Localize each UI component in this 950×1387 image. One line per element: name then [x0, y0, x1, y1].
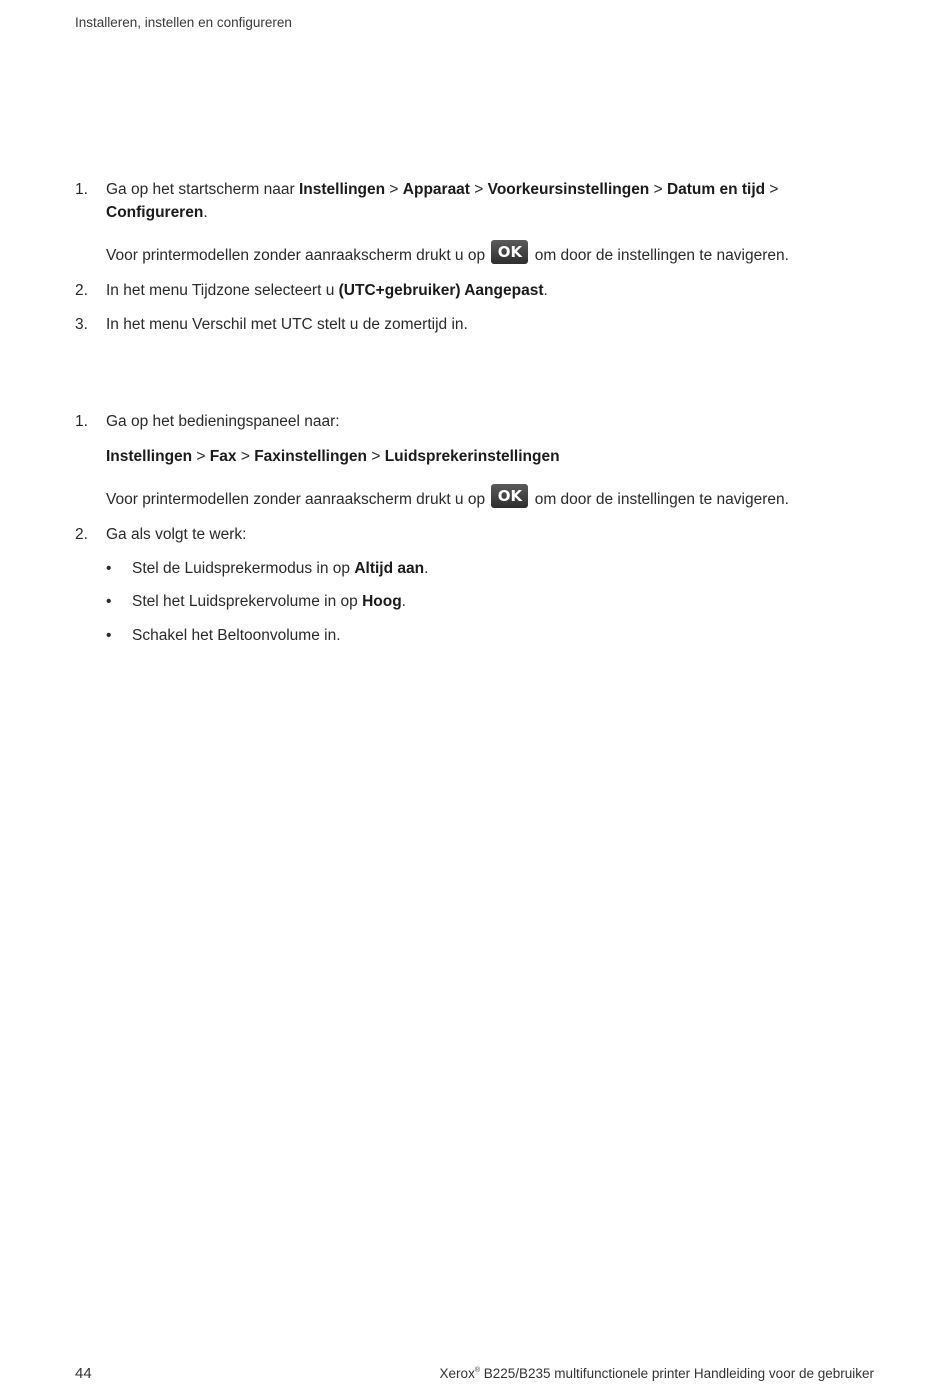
path-separator: > [765, 181, 779, 198]
path-item-faxinstellingen: Faxinstellingen [254, 448, 368, 465]
footer-title-rest: B225/B235 multifunctionele printer Handleiding voor de gebruiker [480, 1366, 874, 1381]
ok-key-icon: OK [491, 484, 528, 508]
step-number: 1. [75, 181, 88, 198]
step-number: 1. [75, 413, 88, 430]
bullet-dot: • [106, 593, 112, 610]
step-lead-text: In het menu Tijdzone selecteert u [106, 282, 339, 299]
path-item-apparaat: Apparaat [402, 181, 470, 198]
bullet-after: . [401, 593, 406, 610]
section2-menu-path [106, 445, 886, 468]
bullet-dot: • [106, 560, 112, 577]
bullet-before: Stel de Luidsprekermodus in op [132, 560, 355, 577]
step-number: 2. [75, 526, 88, 543]
section1-note [106, 244, 886, 270]
step-lead-text: Ga op het startscherm naar [106, 181, 299, 198]
note-after: om door de instellingen te navigeren. [530, 491, 789, 508]
path-item-datum-en-tijd: Datum en tijd [666, 181, 766, 198]
running-header: Installeren, instellen en configureren [75, 15, 292, 30]
path-separator: > [236, 448, 255, 465]
step-end: . [543, 282, 548, 299]
path-separator: > [649, 181, 667, 198]
step-text: Ga als volgt te werk: [106, 526, 247, 543]
bullet-text [132, 590, 406, 613]
path-separator: > [385, 181, 403, 198]
path-item-fax: Fax [209, 448, 237, 465]
path-item-configureren: Configureren [106, 204, 204, 221]
note-before: Voor printermodellen zonder aanraakscherm drukt u op [106, 247, 490, 264]
step-number: 3. [75, 316, 88, 333]
path-separator: > [192, 448, 210, 465]
path-item-luidsprekerinstellingen: Luidsprekerinstellingen [384, 448, 560, 465]
bullet-before: Schakel het Beltoonvolume in. [132, 627, 341, 644]
bullet-dot: • [106, 627, 112, 644]
timezone-value: (UTC+gebruiker) Aangepast [338, 282, 544, 299]
bullet-text [132, 557, 428, 580]
ok-key-icon: OK [491, 240, 528, 264]
path-item-voorkeursinstellingen: Voorkeursinstellingen [487, 181, 650, 198]
note-before: Voor printermodellen zonder aanraakscherm drukt u op [106, 491, 490, 508]
page-number: 44 [75, 1365, 92, 1382]
footer-brand: Xerox [439, 1366, 475, 1381]
path-end: . [203, 204, 208, 221]
step-number: 2. [75, 282, 88, 299]
registered-mark: ® [474, 1367, 480, 1374]
step-text: Ga op het bedieningspaneel naar: [106, 413, 340, 430]
path-item-instellingen: Instellingen [298, 181, 386, 198]
footer-title [440, 1366, 874, 1381]
bullet-before: Stel het Luidsprekervolume in op [132, 593, 363, 610]
bullet-text [132, 624, 341, 647]
bullet-bold: Altijd aan [354, 560, 425, 577]
path-separator: > [469, 181, 488, 198]
step-text: In het menu Verschil met UTC stelt u de zomertijd in. [106, 316, 468, 333]
path-item-instellingen: Instellingen [106, 448, 193, 465]
section2-note [106, 488, 886, 514]
note-after: om door de instellingen te navigeren. [530, 247, 789, 264]
bullet-after: . [424, 560, 429, 577]
step-text [106, 279, 876, 302]
bullet-bold: Hoog [362, 593, 402, 610]
step-text [106, 178, 876, 224]
path-separator: > [367, 448, 385, 465]
